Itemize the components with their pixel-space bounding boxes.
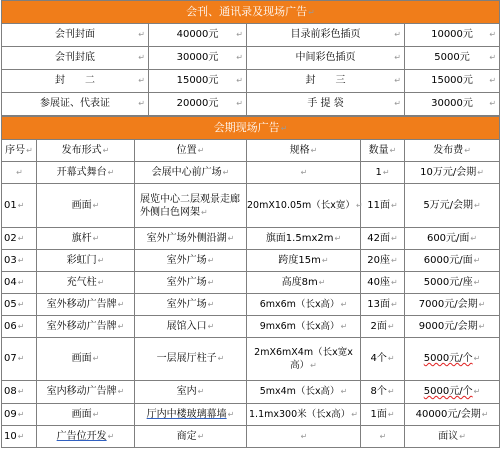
cell-form: 彩虹门↵ xyxy=(37,250,135,272)
cell-qty: 20座↵ xyxy=(361,250,405,272)
table-row xyxy=(2,272,500,294)
column-header: 发布费↵ xyxy=(405,140,500,162)
item-name: 中间彩色插页 ↵ xyxy=(247,47,405,70)
cell-qty: 40座↵ xyxy=(361,272,405,294)
table-row xyxy=(2,93,500,116)
cell-location: 商定↵ xyxy=(135,426,247,448)
cell-index: 03↵ xyxy=(2,250,37,272)
table-row xyxy=(2,404,500,426)
cell-fee: 40000元/会期↵ xyxy=(405,404,500,426)
publication-ad-table xyxy=(1,0,500,116)
table-row xyxy=(2,316,500,338)
ad-pricing-document xyxy=(1,0,499,448)
cell-location: 会展中心前广场↵ xyxy=(135,162,247,184)
item-name: 会刊封面 ↵ xyxy=(2,24,149,47)
cell-qty: 11面↵ xyxy=(361,184,405,228)
item-name: 会刊封底 ↵ xyxy=(2,47,149,70)
table-row xyxy=(2,184,500,228)
onsite-ad-table xyxy=(1,116,500,448)
cell-index: 07↵ xyxy=(2,338,37,381)
cell-qty: ↵ xyxy=(361,426,405,448)
cell-index: 02↵ xyxy=(2,228,37,250)
cell-index: 01↵ xyxy=(2,184,37,228)
cell-location: 室外广场↵ xyxy=(135,272,247,294)
section2-title: 会期现场广告↵ xyxy=(2,117,500,140)
item-price: 10000元 ↵ xyxy=(405,24,500,47)
cell-qty: 2面↵ xyxy=(361,316,405,338)
column-header: 发布形式↵ xyxy=(37,140,135,162)
cell-qty: 13面↵ xyxy=(361,294,405,316)
cell-index: 04↵ xyxy=(2,272,37,294)
cell-spec: 1.1mx300米（长x高）↵ xyxy=(247,404,361,426)
cell-location: 展馆入口↵ xyxy=(135,316,247,338)
table-row xyxy=(2,426,500,448)
cell-location: 室内↵ xyxy=(135,381,247,404)
column-header: 位置↵ xyxy=(135,140,247,162)
table-row xyxy=(2,381,500,404)
cell-location: 展览中心二层观景走廊外侧白色网架↵ xyxy=(135,184,247,228)
cell-spec: 高度8m↵ xyxy=(247,272,361,294)
cell-fee: 600元/面↵ xyxy=(405,228,500,250)
cell-form: 室外移动广告牌↵ xyxy=(37,294,135,316)
cell-qty: 1↵ xyxy=(361,162,405,184)
cell-form: 室外移动广告牌↵ xyxy=(37,316,135,338)
item-name: 封 三 ↵ xyxy=(247,70,405,93)
table-row xyxy=(2,294,500,316)
cell-form: 室内移动广告牌↵ xyxy=(37,381,135,404)
cell-qty: 42面↵ xyxy=(361,228,405,250)
cell-fee: 5000元/个↵ xyxy=(405,338,500,381)
item-price: 15000元 ↵ xyxy=(149,70,247,93)
cell-fee: 7000元/会期↵ xyxy=(405,294,500,316)
cell-spec: 5mx4m（长x高）↵ xyxy=(247,381,361,404)
cell-fee: 5000元/个↵ xyxy=(405,381,500,404)
table-row xyxy=(2,338,500,381)
item-name: 封 二 ↵ xyxy=(2,70,149,93)
cell-spec: 旗面1.5mx2m↵ xyxy=(247,228,361,250)
item-price: 20000元 ↵ xyxy=(149,93,247,116)
column-header: 序号↵ xyxy=(2,140,37,162)
table-row xyxy=(2,70,500,93)
cell-index: ↵ xyxy=(2,162,37,184)
item-price: 40000元 ↵ xyxy=(149,24,247,47)
item-price: 30000元 ↵ xyxy=(149,47,247,70)
cell-fee: 10万元/会期↵ xyxy=(405,162,500,184)
cell-fee: 5000元/座↵ xyxy=(405,272,500,294)
item-name: 手 提 袋 ↵ xyxy=(247,93,405,116)
cell-location: 室外广场↵ xyxy=(135,294,247,316)
cell-location: 厅内中楼玻璃幕墙↵ xyxy=(135,404,247,426)
cell-fee: 6000元/面↵ xyxy=(405,250,500,272)
cell-spec: 跨度15m↵ xyxy=(247,250,361,272)
table-row xyxy=(2,24,500,47)
cell-qty: 1面↵ xyxy=(361,404,405,426)
cell-location: 室外广场外侧沿湖↵ xyxy=(135,228,247,250)
item-name: 目录前彩色插页 ↵ xyxy=(247,24,405,47)
cell-qty: 4个↵ xyxy=(361,338,405,381)
table-row xyxy=(2,47,500,70)
cell-index: 10↵ xyxy=(2,426,37,448)
cell-location: 一层展厅柱子↵ xyxy=(135,338,247,381)
section1-title: 会刊、通讯录及现场广告↵ xyxy=(2,1,500,24)
cell-fee: 9000元/会期↵ xyxy=(405,316,500,338)
cell-form: 画面↵ xyxy=(37,404,135,426)
column-header: 规格↵ xyxy=(247,140,361,162)
cell-fee: 面议↵ xyxy=(405,426,500,448)
cell-spec: ↵ xyxy=(247,426,361,448)
table-header-row xyxy=(2,140,500,162)
cell-form: 旗杆↵ xyxy=(37,228,135,250)
cell-spec: ↵ xyxy=(247,162,361,184)
item-price: 30000元 ↵ xyxy=(405,93,500,116)
table-row xyxy=(2,250,500,272)
cell-location: 室外广场↵ xyxy=(135,250,247,272)
cell-fee: 5万元/会期↵ xyxy=(405,184,500,228)
cell-qty: 8个↵ xyxy=(361,381,405,404)
cell-form: 开幕式舞台↵ xyxy=(37,162,135,184)
item-name: 参展证、代表证 ↵ xyxy=(2,93,149,116)
cell-form: 广告位开发↵ xyxy=(37,426,135,448)
table-row xyxy=(2,162,500,184)
cell-spec: 9mx6m（长x高）↵ xyxy=(247,316,361,338)
cell-form: 画面↵ xyxy=(37,184,135,228)
item-price: 5000元 ↵ xyxy=(405,47,500,70)
cell-index: 09↵ xyxy=(2,404,37,426)
cell-spec: 2mX6mX4m（长x宽x高）↵ xyxy=(247,338,361,381)
cell-index: 05↵ xyxy=(2,294,37,316)
column-header: 数量↵ xyxy=(361,140,405,162)
cell-form: 画面↵ xyxy=(37,338,135,381)
cell-spec: 20mX10.05m（长x宽）↵ xyxy=(247,184,361,228)
cell-form: 充气柱↵ xyxy=(37,272,135,294)
cell-index: 06↵ xyxy=(2,316,37,338)
cell-spec: 6mx6m（长x高）↵ xyxy=(247,294,361,316)
item-price: 15000元 ↵ xyxy=(405,70,500,93)
table-row xyxy=(2,228,500,250)
cell-index: 08↵ xyxy=(2,381,37,404)
